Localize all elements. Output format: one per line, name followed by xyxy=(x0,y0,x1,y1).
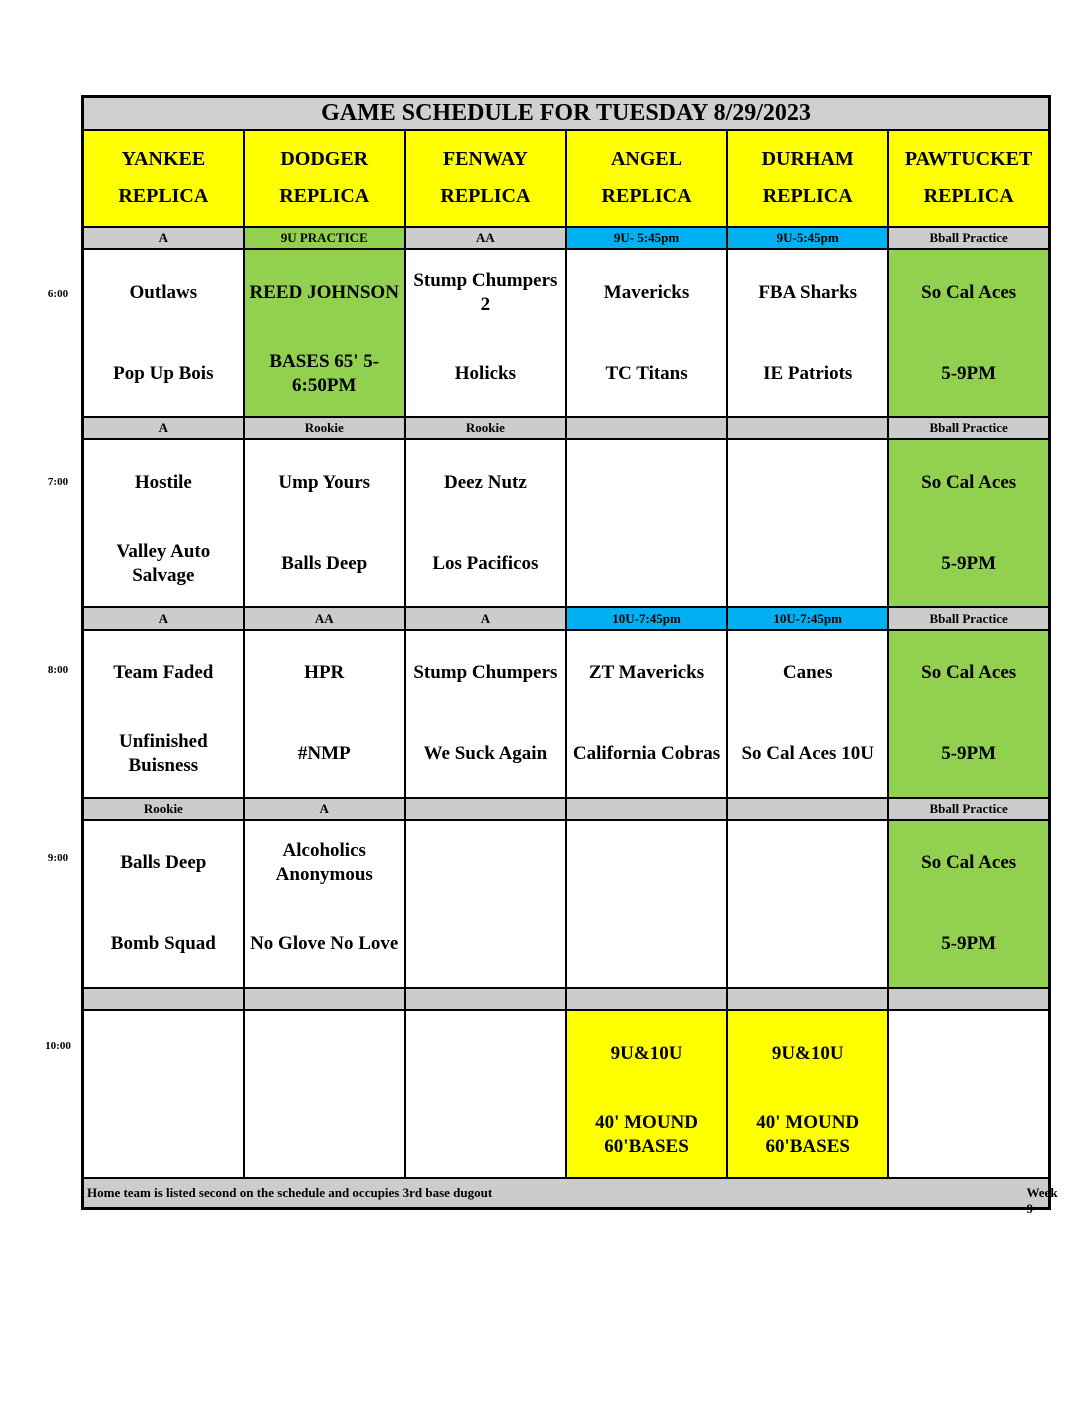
game-cell xyxy=(566,249,727,417)
game-cell xyxy=(83,249,244,417)
game-cell xyxy=(244,630,405,798)
division-label xyxy=(727,988,888,1010)
visiting-team xyxy=(567,823,726,904)
visiting-team: Deez Nutz xyxy=(443,471,527,493)
visiting-team: So Cal Aces xyxy=(921,471,1017,493)
division-label: 9U-5:45pm xyxy=(727,227,888,249)
field-header-angel xyxy=(566,130,727,227)
visiting-team: Stump Chumpers 2 xyxy=(413,269,558,315)
visiting-team: Ump Yours xyxy=(278,471,371,493)
division-label xyxy=(566,417,727,439)
field-sub: REPLICA xyxy=(118,185,209,208)
field-header-dodger xyxy=(244,130,405,227)
visiting-team: FBA Sharks xyxy=(758,281,858,303)
home-team: BASES 65' 5-6:50PM xyxy=(269,350,380,396)
visiting-team xyxy=(889,1013,1048,1094)
game-cell xyxy=(727,820,888,988)
visiting-team: Hostile xyxy=(134,471,192,493)
game-cell xyxy=(83,820,244,988)
home-team xyxy=(567,904,726,985)
home-team xyxy=(728,523,887,604)
division-label: 10U-7:45pm xyxy=(566,607,727,629)
schedule-table xyxy=(81,95,1058,1216)
game-cell xyxy=(566,439,727,607)
home-team: IE Patriots xyxy=(763,362,853,384)
home-team: Unfinished Buisness xyxy=(118,731,208,777)
game-cell xyxy=(566,820,727,988)
visiting-team: ZT Mavericks xyxy=(588,662,705,684)
visiting-team xyxy=(245,1013,404,1094)
visiting-team: Outlaws xyxy=(129,281,198,303)
visiting-team: HPR xyxy=(304,662,345,684)
field-name: DODGER xyxy=(280,148,369,171)
division-label: 9U PRACTICE xyxy=(244,227,405,249)
visiting-team xyxy=(728,442,887,523)
visiting-team: So Cal Aces xyxy=(921,662,1017,684)
division-label: Bball Practice xyxy=(888,607,1049,629)
game-row xyxy=(83,630,1050,798)
division-label: AA xyxy=(405,227,566,249)
visiting-team xyxy=(567,442,726,523)
home-team: Los Pacificos xyxy=(432,552,539,574)
home-team xyxy=(728,904,887,985)
home-team: 5-9PM xyxy=(941,743,997,765)
division-row xyxy=(83,227,1050,249)
field-sub: REPLICA xyxy=(762,185,853,208)
field-name: ANGEL xyxy=(610,148,683,171)
game-cell xyxy=(405,820,566,988)
visiting-team: 9U&10U xyxy=(771,1042,844,1064)
game-cell xyxy=(888,439,1049,607)
home-team: California Cobras xyxy=(572,743,721,765)
division-label xyxy=(566,798,727,820)
game-row xyxy=(83,820,1050,988)
game-cell xyxy=(244,439,405,607)
division-label xyxy=(83,988,244,1010)
field-name: YANKEE xyxy=(121,148,206,171)
division-row xyxy=(83,417,1050,439)
game-cell xyxy=(888,630,1049,798)
division-label: Rookie xyxy=(405,417,566,439)
visiting-team xyxy=(84,1013,243,1094)
division-label: Bball Practice xyxy=(888,227,1049,249)
field-header-pawtucket xyxy=(888,130,1049,227)
schedule-title: GAME SCHEDULE FOR TUESDAY 8/29/2023 xyxy=(83,97,1050,130)
division-label: A xyxy=(83,227,244,249)
field-sub: REPLICA xyxy=(440,185,531,208)
home-team xyxy=(406,904,565,985)
game-cell xyxy=(83,1010,244,1178)
game-cell xyxy=(244,1010,405,1178)
time-label: 8:00 xyxy=(47,664,69,676)
division-label: 9U- 5:45pm xyxy=(566,227,727,249)
division-row xyxy=(83,988,1050,1010)
title-row xyxy=(83,97,1050,130)
division-label: AA xyxy=(244,607,405,629)
field-header-yankee xyxy=(83,130,244,227)
division-label xyxy=(244,988,405,1010)
division-label xyxy=(727,798,888,820)
division-row xyxy=(83,798,1050,820)
game-cell xyxy=(727,439,888,607)
game-cell xyxy=(405,439,566,607)
game-cell xyxy=(888,1010,1049,1178)
field-header-durham xyxy=(727,130,888,227)
home-team: Balls Deep xyxy=(281,552,368,574)
footer-row xyxy=(83,1178,1050,1208)
game-cell xyxy=(405,630,566,798)
week-label: Week 9 xyxy=(1026,1185,1058,1216)
division-label: Bball Practice xyxy=(888,417,1049,439)
time-label: 10:00 xyxy=(45,1040,71,1052)
visiting-team xyxy=(406,1013,565,1094)
home-team: Holicks xyxy=(454,362,516,384)
division-row xyxy=(83,607,1050,629)
division-label: A xyxy=(405,607,566,629)
footer-note: Home team is listed second on the schedule and occupies 3rd base dugout xyxy=(87,1185,493,1200)
home-team: 40' MOUND 60'BASES xyxy=(756,1111,860,1157)
footer xyxy=(83,1178,1058,1216)
visiting-team: REED JOHNSON xyxy=(249,281,399,303)
division-label: Rookie xyxy=(83,798,244,820)
home-team: 5-9PM xyxy=(941,933,997,955)
time-label: 9:00 xyxy=(47,852,69,864)
field-name: FENWAY xyxy=(442,148,528,171)
division-label xyxy=(566,988,727,1010)
home-team xyxy=(889,1094,1048,1175)
visiting-team: Alcoholics Anonymous xyxy=(275,840,373,886)
visiting-team: Stump Chumpers xyxy=(413,662,558,684)
home-team: No Glove No Love xyxy=(250,933,399,955)
game-row xyxy=(83,1010,1050,1178)
game-cell xyxy=(727,1010,888,1178)
game-cell xyxy=(83,439,244,607)
home-team: We Suck Again xyxy=(423,743,548,765)
visiting-team xyxy=(406,823,565,904)
division-label xyxy=(405,798,566,820)
home-team: #NMP xyxy=(297,743,351,765)
game-cell xyxy=(83,630,244,798)
field-sub: REPLICA xyxy=(601,185,692,208)
game-cell xyxy=(727,249,888,417)
field-sub: REPLICA xyxy=(923,185,1014,208)
game-row xyxy=(83,439,1050,607)
division-label: Bball Practice xyxy=(888,798,1049,820)
home-team: 5-9PM xyxy=(941,552,997,574)
game-cell xyxy=(244,820,405,988)
division-label xyxy=(405,988,566,1010)
home-team: TC Titans xyxy=(605,362,688,384)
field-name: PAWTUCKET xyxy=(904,148,1033,171)
visiting-team: 9U&10U xyxy=(610,1042,683,1064)
division-label: 10U-7:45pm xyxy=(727,607,888,629)
game-cell xyxy=(244,249,405,417)
visiting-team: Mavericks xyxy=(603,281,690,303)
visiting-team xyxy=(728,823,887,904)
division-label xyxy=(727,417,888,439)
game-cell xyxy=(727,630,888,798)
field-sub: REPLICA xyxy=(279,185,370,208)
field-name: DURHAM xyxy=(761,148,854,171)
visiting-team: So Cal Aces xyxy=(921,852,1017,874)
home-team xyxy=(406,1094,565,1175)
time-label: 7:00 xyxy=(47,476,69,488)
home-team: 5-9PM xyxy=(941,362,997,384)
home-team xyxy=(84,1094,243,1175)
time-label: 6:00 xyxy=(47,288,69,300)
game-cell xyxy=(566,630,727,798)
division-label xyxy=(888,988,1049,1010)
visiting-team: Balls Deep xyxy=(120,852,207,874)
home-team: Pop Up Bois xyxy=(113,362,214,384)
field-header-fenway xyxy=(405,130,566,227)
home-team xyxy=(245,1094,404,1175)
game-cell xyxy=(888,249,1049,417)
home-team: So Cal Aces 10U xyxy=(741,743,874,765)
home-team: Bomb Squad xyxy=(110,933,216,955)
home-team: Valley Auto Salvage xyxy=(116,540,211,586)
game-cell xyxy=(405,249,566,417)
game-cell xyxy=(888,820,1049,988)
visiting-team: Canes xyxy=(782,662,833,684)
game-cell xyxy=(405,1010,566,1178)
home-team xyxy=(567,523,726,604)
visiting-team: Team Faded xyxy=(113,662,214,684)
home-team: 40' MOUND 60'BASES xyxy=(595,1111,698,1157)
division-label: A xyxy=(83,417,244,439)
field-header-row xyxy=(83,130,1050,227)
game-cell xyxy=(566,1010,727,1178)
division-label: A xyxy=(244,798,405,820)
division-label: A xyxy=(83,607,244,629)
division-label: Rookie xyxy=(244,417,405,439)
game-row xyxy=(83,249,1050,417)
visiting-team: So Cal Aces xyxy=(921,281,1017,303)
